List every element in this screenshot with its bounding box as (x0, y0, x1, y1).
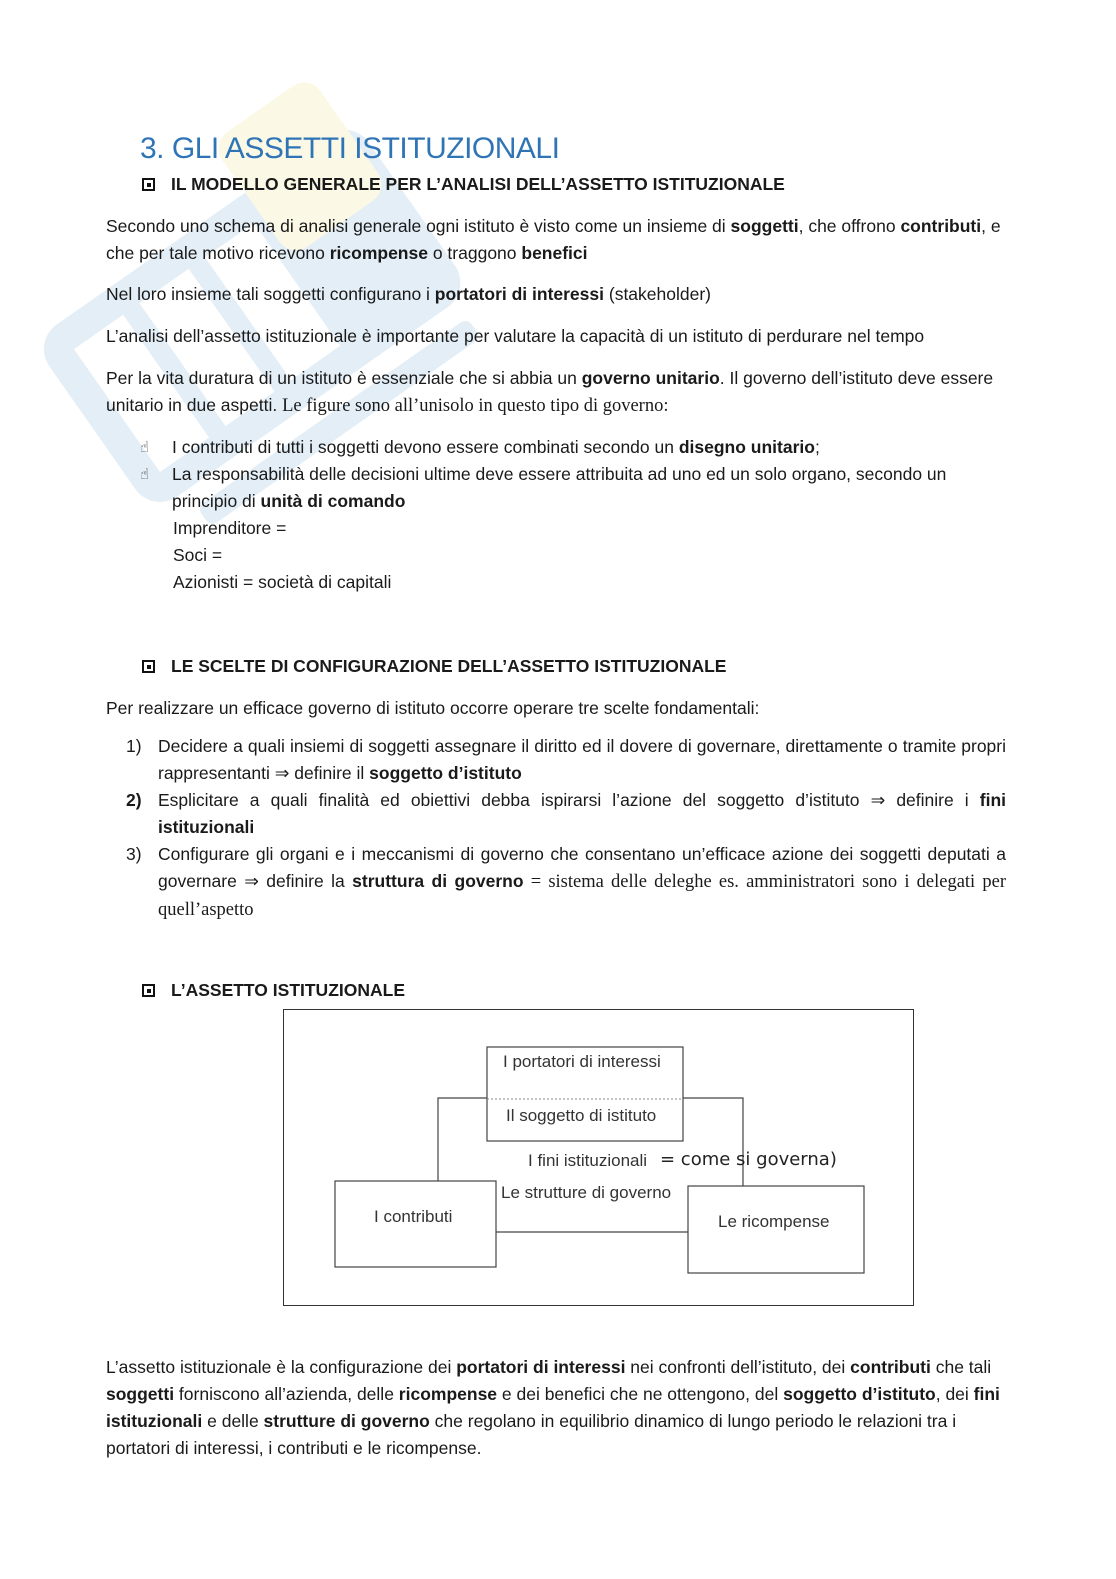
bold-text: fini istituzionali (158, 790, 1006, 837)
pointing-hand-icon: ☝ (140, 466, 150, 483)
connector-right (683, 1098, 743, 1186)
text: I contributi di tutti i soggetti devono essere combinati secondo un (172, 437, 679, 457)
text: La responsabilità delle decisioni ultime deve essere attribuita ad uno ed un solo organo, secondo un principio di (172, 464, 947, 511)
bold-text: governo unitario (581, 368, 720, 388)
text: Configurare gli organi e i meccanismi di governo che consentano un’efficace azione dei soggetti deputati a governare ⇒ definire la (158, 844, 1006, 891)
square-bullet-icon (142, 660, 155, 673)
text: o traggono (427, 243, 522, 263)
bold-text: soggetto d’istituto (783, 1384, 936, 1404)
text: e dei benefici che ne ottengono, del (497, 1384, 784, 1404)
bold-text: strutture di governo (263, 1411, 430, 1431)
assetto-diagram (283, 1009, 914, 1306)
text: , che offrono (798, 216, 901, 236)
label-fini: I fini istituzionali (528, 1151, 648, 1170)
list-item (140, 434, 1010, 461)
item-text (158, 841, 1006, 924)
label-handwritten-note: = come si governa) (660, 1149, 837, 1170)
numbered-item (126, 787, 1006, 841)
paragraph-governo-unitario (106, 365, 1006, 420)
text: nei confronti dell’istituto, dei (625, 1357, 851, 1377)
paragraph-stakeholder (106, 281, 1006, 308)
square-bullet-icon (142, 178, 155, 191)
text: forniscono all’azienda, delle (174, 1384, 399, 1404)
item-text (158, 787, 1006, 841)
text: che regolano in equilibrio dinamico di lungo periodo le relazioni tra i portatori di interessi, i contributi e le ricompense. (106, 1411, 957, 1458)
text: Esplicitare a quali finalità ed obiettivi debba ispirarsi l’azione del soggetto d’istituto ⇒ definire i (158, 790, 980, 810)
line-azionisti: Azionisti = società di capitali (173, 572, 392, 592)
numbered-item (126, 733, 1006, 787)
paragraph-analisi: L’analisi dell’assetto istituzionale è importante per valutare la capacità di un istituto di perdurare nel tempo (106, 326, 925, 346)
text: ; (814, 437, 820, 457)
section-heading-assetto (142, 980, 405, 1001)
page-title: 3. GLI ASSETTI ISTITUZIONALI (140, 132, 560, 165)
section-heading-modello (142, 174, 785, 195)
text: L’assetto istituzionale è la configurazione dei (106, 1357, 457, 1377)
label-portatori: I portatori di interessi (503, 1052, 661, 1071)
line-soci: Soci = (173, 545, 223, 565)
bold-text: soggetti (730, 216, 799, 236)
bold-text: contributi (850, 1357, 931, 1377)
item-number: 1) (126, 736, 142, 756)
paragraph-schema (106, 213, 1006, 267)
bold-text: benefici (521, 243, 588, 263)
bold-text: portatori di interessi (456, 1357, 626, 1377)
item-number: 3) (126, 844, 142, 864)
numbered-item (126, 841, 1006, 924)
bold-text: fini istituzionali (106, 1384, 1000, 1431)
serif-text: Le figure sono all’unisolo in questo tipo di governo: (282, 396, 669, 416)
bold-text: struttura di governo (352, 871, 524, 891)
bold-text: ricompense (398, 1384, 498, 1404)
item-number: 2) (126, 790, 142, 810)
connector-left (438, 1098, 487, 1181)
text: , dei (935, 1384, 974, 1404)
bold-text: soggetti (106, 1384, 175, 1404)
bold-text: ricompense (329, 243, 428, 263)
section-heading-text: L’ASSETTO ISTITUZIONALE (171, 980, 405, 1000)
text: (stakeholder) (604, 284, 711, 304)
bold-text: soggetto d’istituto (369, 763, 522, 783)
paragraph-intro-scelte: Per realizzare un efficace governo di istituto occorre operare tre scelte fondamentali: (106, 698, 760, 718)
text: Secondo uno schema di analisi generale ogni istituto è visto come un insieme di (106, 216, 731, 236)
section-heading-text: LE SCELTE DI CONFIGURAZIONE DELL’ASSETTO ISTITUZIONALE (171, 656, 727, 676)
square-bullet-icon (142, 984, 155, 997)
text: Nel loro insieme tali soggetti configurano i (106, 284, 435, 304)
item-text (158, 733, 1006, 787)
label-soggetto: Il soggetto di istituto (506, 1106, 657, 1125)
text: Decidere a quali insiemi di soggetti assegnare il diritto ed il dovere di governare, direttamente o tramite propri rappresentanti ⇒ definire il (158, 736, 1006, 783)
bold-text: disegno unitario (678, 437, 815, 457)
bold-text: portatori di interessi (434, 284, 604, 304)
text: che tali (930, 1357, 992, 1377)
list-item (140, 461, 1010, 515)
text: e delle (202, 1411, 264, 1431)
bold-text: contributi (900, 216, 982, 236)
section-heading-scelte (142, 656, 726, 677)
list-item-text (172, 461, 1010, 515)
label-ricompense: Le ricompense (718, 1212, 830, 1231)
serif-text: = sistema delle deleghe es. amministratori sono i delegati per quell’aspetto (158, 872, 1006, 920)
text: , e che per tale motivo ricevono (106, 216, 1001, 263)
line-imprenditore: Imprenditore = (173, 518, 287, 538)
text: Per la vita duratura di un istituto è essenziale che si abbia un (106, 368, 582, 388)
text: . Il governo dell’istituto deve essere unitario in due aspetti. (106, 368, 994, 415)
label-strutture: Le strutture di governo (501, 1183, 672, 1202)
paragraph-definizione (106, 1354, 1006, 1462)
pointing-hand-icon: ☝ (140, 439, 150, 456)
bold-text: unità di comando (260, 491, 406, 511)
label-contributi: I contributi (374, 1207, 453, 1226)
list-item-text (172, 434, 820, 461)
section-heading-text: IL MODELLO GENERALE PER L’ANALISI DELL’ASSETTO ISTITUZIONALE (171, 174, 785, 194)
